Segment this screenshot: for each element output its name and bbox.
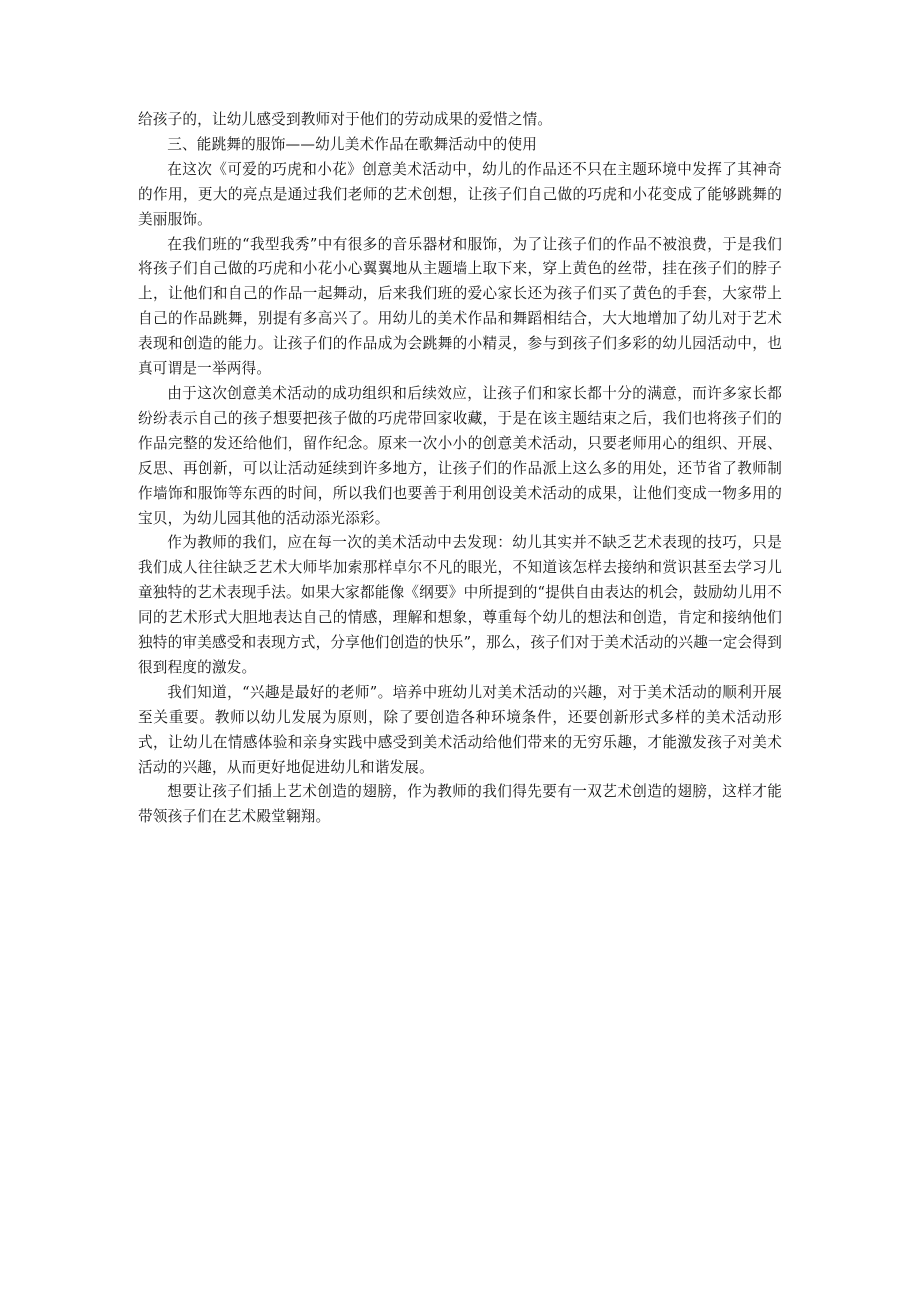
paragraph: 我们知道，“兴趣是最好的老师”。培养中班幼儿对美术活动的兴趣，对于美术活动的顺利开展至关重要。教师以幼儿发展为原则，除了要创造各种环境条件，还要创新形式多样的美术活动形式，让幼儿在情感体验和亲身实践中感受到美术活动给他们带来的无穷乐趣，才能激发孩子对美术活动的兴趣，从而更好地促进幼儿和谐发展。	[138, 683, 782, 776]
paragraph-continuation: 给孩子的，让幼儿感受到教师对于他们的劳动成果的爱惜之情。	[138, 111, 553, 128]
document-body	[138, 108, 782, 830]
section-heading: 三、能跳舞的服饰——幼儿美术作品在歌舞活动中的使用	[167, 135, 538, 153]
paragraph: 想要让孩子们插上艺术创造的翅膀，作为教师的我们得先要有一双艺术创造的翅膀，这样才能带领孩子们在艺术殿堂翱翔。	[138, 783, 782, 826]
paragraph: 作为教师的我们，应在每一次的美术活动中去发现：幼儿其实并不缺乏艺术表现的技巧，只是我们成人往往缺乏艺术大师毕加索那样卓尔不凡的眼光，不知道该怎样去接纳和赏识甚至去学习儿童独特的艺术表现手法。如果大家都能像《纲要》中所提到的“提供自由表达的机会，鼓励幼儿用不同的艺术形式大胆地表达自己的情感，理解和想象，尊重每个幼儿的想法和创造，肯定和接纳他们独特的审美感受和表现方式，分享他们创造的快乐”，那么，孩子们对于美术活动的兴趣一定会得到很到程度的激发。	[138, 534, 782, 676]
paragraph: 由于这次创意美术活动的成功组织和后续效应，让孩子们和家长都十分的满意，而许多家长都纷纷表示自己的孩子想要把孩子做的巧虎带回家收藏，于是在该主题结束之后，我们也将孩子们的作品完整的发还给他们，留作纪念。原来一次小小的创意美术活动，只要老师用心的组织、开展、反思、再创新，可以让活动延续到许多地方，让孩子们的作品派上这么多的用处，还节省了教师制作墙饰和服饰等东西的时间，所以我们也要善于利用创设美术活动的成果，让他们变成一物多用的宝贝，为幼儿园其他的活动添光添彩。	[138, 384, 782, 527]
paragraph: 在我们班的“我型我秀”中有很多的音乐器材和服饰，为了让孩子们的作品不被浪费，于是我们将孩子们自己做的巧虎和小花小心翼翼地从主题墙上取下来，穿上黄色的丝带，挂在孩子们的脖子上，让他们和自己的作品一起舞动，后来我们班的爱心家长还为孩子们买了黄色的手套，大家带上自己的作品跳舞，别提有多高兴了。用幼儿的美术作品和舞蹈相结合，大大地增加了幼儿对于艺术表现和创造的能力。让孩子们的作品成为会跳舞的小精灵，参与到孩子们多彩的幼儿园活动中，也真可谓是一举两得。	[138, 235, 782, 378]
paragraph: 在这次《可爱的巧虎和小花》创意美术活动中，幼儿的作品还不只在主题环境中发挥了其神奇的作用，更大的亮点是通过我们老师的艺术创想，让孩子们自己做的巧虎和小花变成了能够跳舞的美丽服饰。	[138, 160, 782, 228]
